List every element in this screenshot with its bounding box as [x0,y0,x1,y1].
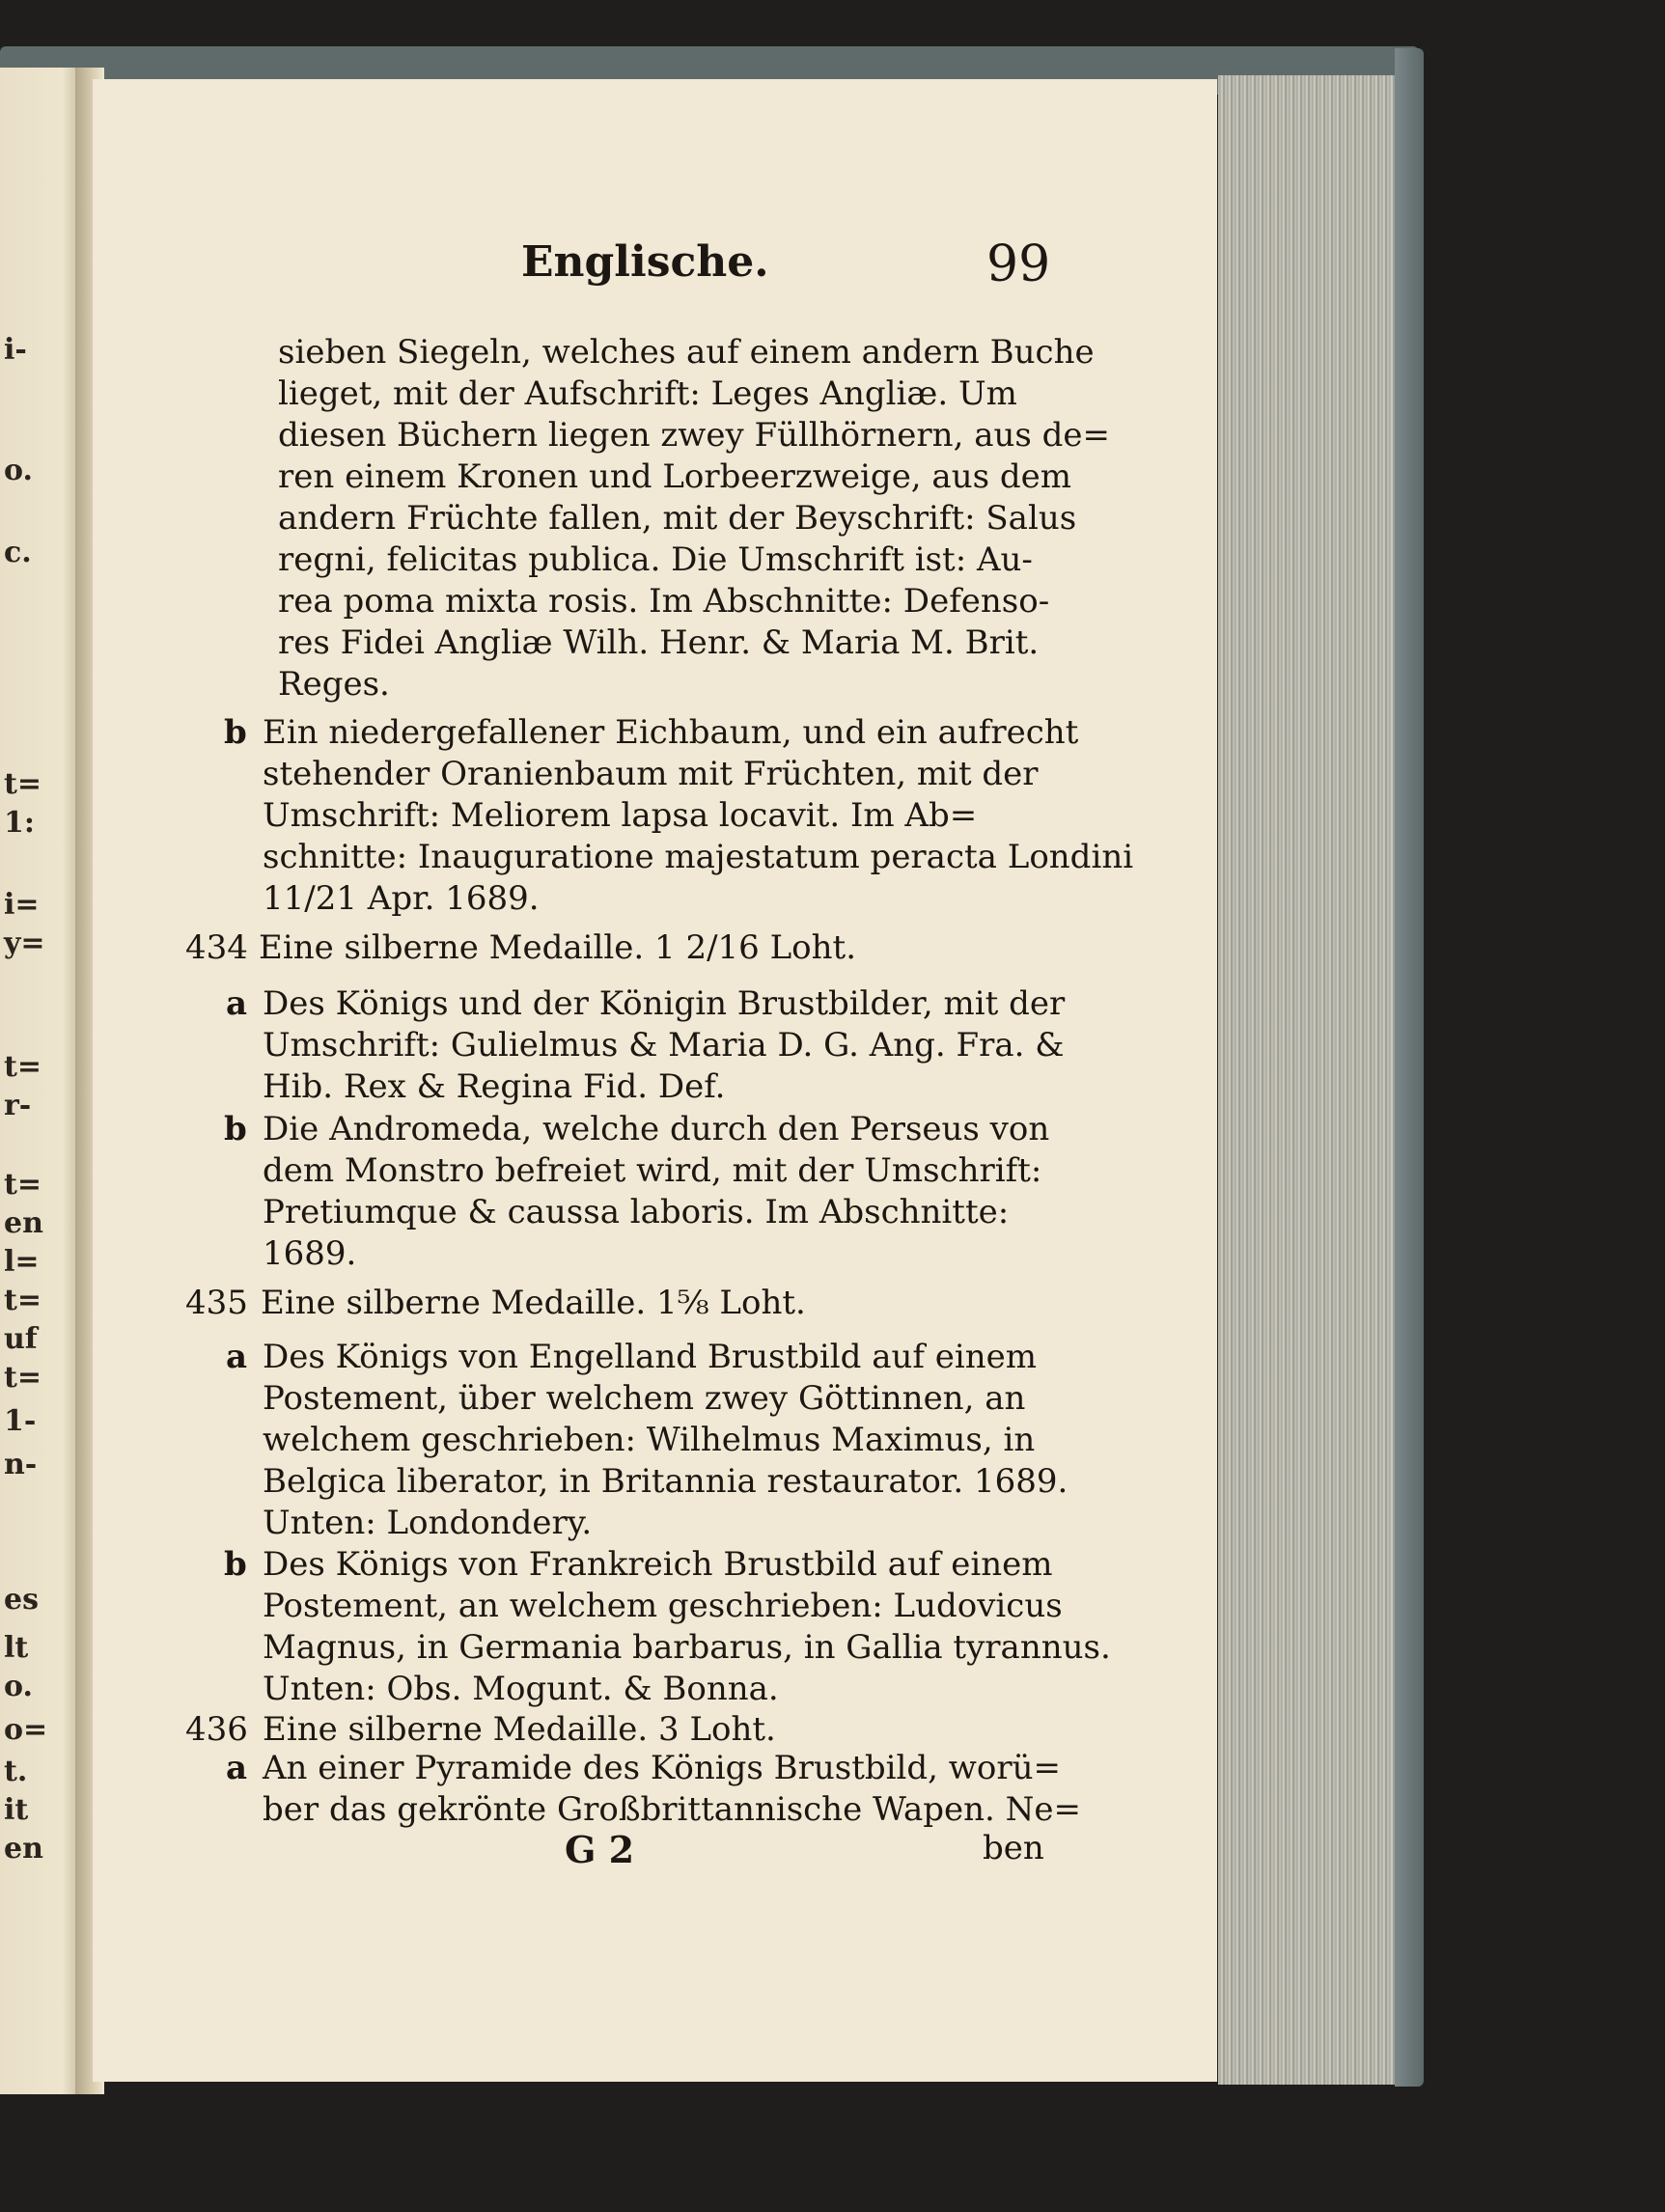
item-number: 434 [185,928,248,967]
left-page-fragment: t= [4,1168,42,1202]
left-page-fragment: es [4,1583,39,1617]
running-head: Englische. [521,237,769,287]
item-number: 435 [185,1284,248,1322]
text-line: Postement, über welchem zwey Göttinnen, an [263,1379,1026,1418]
text-line: Unten: Obs. Mogunt. & Bonna. [263,1670,779,1708]
text-line: regni, felicitas publica. Die Umschrift ist: Au- [278,540,1033,579]
left-page-fragment: i- [4,333,27,367]
text-line: res Fidei Angliæ Wilh. Henr. & Maria M. Brit. [278,623,1040,662]
left-page-fragment: c. [4,536,32,569]
text-line: Reges. [278,665,390,704]
left-page-fragment: en [4,1206,43,1240]
page-number: 99 [986,235,1051,293]
text-line: Die Andromeda, welche durch den Perseus von [263,1110,1050,1148]
text-line: 11/21 Apr. 1689. [263,879,540,918]
left-page-fragment: o. [4,454,33,487]
signature-mark: G 2 [565,1828,635,1871]
text-line: welchem geschrieben: Wilhelmus Maximus, in [263,1421,1036,1459]
left-page-fragment: l= [4,1245,40,1279]
item-number: 436 [185,1710,248,1749]
text-line: sieben Siegeln, welches auf einem andern Buche [278,333,1095,372]
item-marker: b [224,713,247,752]
left-page-fragment: t= [4,1284,42,1317]
book-cover-edge [1395,48,1424,2087]
text-line: rea poma mixta rosis. Im Abschnitte: Defenso- [278,582,1050,621]
text-line: Pretiumque & caussa laboris. Im Abschnitte: [263,1193,1010,1231]
left-page-fragment: t. [4,1755,28,1788]
left-page-fragment: 1: [4,806,35,840]
text-line: schnitte: Inauguratione majestatum peracta Londini [263,838,1134,876]
text-line: Eine silberne Medaille. 1⅝ Loht. [261,1284,806,1322]
text-line: 1689. [263,1234,357,1273]
left-page-fragment: t= [4,1361,42,1395]
item-marker: a [226,984,248,1023]
text-line: Ein niedergefallener Eichbaum, und ein aufrecht [263,713,1079,752]
text-line: Postement, an welchem geschrieben: Ludovicus [263,1587,1063,1625]
item-marker: b [224,1545,247,1584]
text-line: ben [983,1829,1044,1867]
left-page-fragment: uf [4,1322,38,1356]
text-line: Magnus, in Germania barbarus, in Gallia tyrannus. [263,1628,1111,1667]
left-page-fragment: y= [4,926,45,960]
item-marker: a [226,1338,248,1376]
text-line: Eine silberne Medaille. 1 2/16 Loht. [259,928,857,967]
text-line: Umschrift: Meliorem lapsa locavit. Im Ab= [263,796,978,835]
text-line: ber das gekrönte Großbrittannische Wapen. Ne= [263,1790,1082,1829]
text-line: Unten: Londondery. [263,1504,593,1542]
text-line: Hib. Rex & Regina Fid. Def. [263,1067,726,1106]
left-page-fragment: it [4,1793,29,1827]
page-edges [1218,75,1401,2085]
left-page-fragment: o= [4,1713,48,1747]
text-line: Umschrift: Gulielmus & Maria D. G. Ang. Fra. & [263,1026,1065,1065]
text-line: Des Königs von Frankreich Brustbild auf einem [263,1545,1053,1584]
left-page-fragment: t= [4,1050,42,1084]
left-page-fragment: n- [4,1448,38,1481]
text-line: Des Königs von Engelland Brustbild auf einem [263,1338,1038,1376]
left-page-fragment: i= [4,888,40,922]
text-line: ren einem Kronen und Lorbeerzweige, aus dem [278,457,1071,496]
text-line: Des Königs und der Königin Brustbilder, mit der [263,984,1066,1023]
text-line: andern Früchte fallen, mit der Beyschrift: Salus [278,499,1077,538]
left-page-fragment: r- [4,1089,32,1122]
left-page-fragment: t= [4,767,42,801]
left-page-fragment: lt [4,1631,29,1665]
text-line: An einer Pyramide des Königs Brustbild, worü= [263,1749,1061,1787]
text-line: stehender Oranienbaum mit Früchten, mit der [263,755,1039,793]
left-page-fragment: 1- [4,1404,37,1438]
left-page-fragment: en [4,1832,43,1866]
left-page-fragment: o. [4,1670,33,1703]
item-marker: a [226,1749,248,1787]
text-line: diesen Büchern liegen zwey Füllhörnern, aus de= [278,416,1110,455]
text-line: lieget, mit der Aufschrift: Leges Angliæ. Um [278,374,1017,413]
item-marker: b [224,1110,247,1148]
text-line: dem Monstro befreiet wird, mit der Umschrift: [263,1151,1042,1190]
text-line: Belgica liberator, in Britannia restaurator. 1689. [263,1462,1068,1501]
text-line: Eine silberne Medaille. 3 Loht. [263,1710,776,1749]
